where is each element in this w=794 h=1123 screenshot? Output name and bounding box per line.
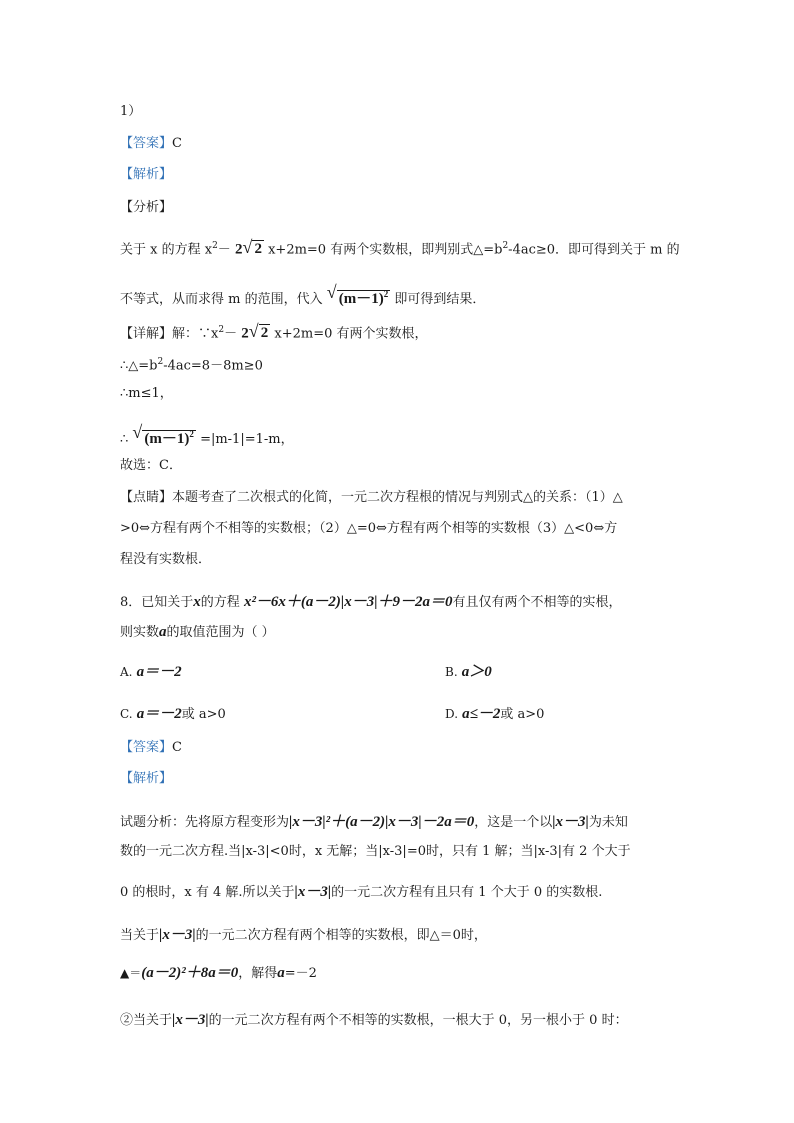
q8-analysis-p6: ②当关于|x－3|的一元二次方程有两个不相等的实数根，一根大于 0，另一根小于 0 时： [120, 1012, 628, 1028]
dianjing-line-2: >0⇔方程有两个不相等的实数根；（2）△=0⇔方程有两个相等的实数根（3）△<0⇔方 [120, 521, 618, 536]
answer-line-1 [120, 134, 182, 154]
sqrt-2: √ 2 [248, 321, 269, 342]
q8-analysis-p2: 数的一元二次方程.当|x-3|<0时，x 无解；当|x-3|=0时，只有 1 解；当|x-3|有 2 个大于 [120, 844, 631, 859]
q8-analysis-p3: 0 的根时，x 有 4 解.所以关于|x－3|的一元二次方程有且只有 1 个大于 0 的实数根. [120, 884, 603, 900]
q8-analysis-p5: ▲＝(a－2)²＋8a＝0，解得a=－2 [120, 965, 317, 981]
fenxi-tag: 【分析】 [120, 200, 173, 215]
answer-tag: 【答案】 [120, 136, 173, 151]
option-d[interactable]: D. a≤－2或 a>0 [445, 706, 545, 722]
step-1: $\therefore\triangle=b^2-4ac=8-8m\ge 0$ [120, 357, 263, 374]
option-c[interactable]: C. a＝－2或 a>0 [120, 706, 226, 722]
q8-equation: x²－6x＋(a－2)|x－3|＋9－2a＝0 [243, 594, 453, 610]
sqrt-2: √ 2 [242, 237, 262, 258]
analysis-tag: 【解析】 [120, 771, 173, 786]
xiangjie-line-1: 【详解】解：$\because x^2- 2$ √ 2 x+2m=0 有两个实数根， [120, 321, 428, 342]
sqrt-m-minus-1-squared: √ $(m-1)^2$ [132, 422, 194, 447]
q8-analysis-p1: 试题分析：先将原方程变形为|x－3|²＋(a－2)|x－3|－2a＝0，这是一个以|x－3|为未知 [120, 814, 628, 830]
choose-line: 故选：C． [120, 458, 182, 473]
dianjing-line-3: 程没有实数根． [120, 552, 212, 567]
q8-stem-line-2: 则实数a的取值范围为（ ） [120, 624, 275, 640]
q8-analysis-p4: 当关于|x－3|的一元二次方程有两个相等的实数根，即△＝0时， [120, 927, 487, 943]
answer-value: C [172, 740, 182, 755]
fenxi-line-2: 不等式，从而求得 m 的范围，代入 √ $(m-1)^2$ 即可得到结果． [120, 282, 486, 307]
fenxi-line-1: 关于 x 的方程 $x^2- 2$ √ 2 x+2m=0 有两个实数根，即判别式$\triangle=b^2-4ac\ge 0$．即可得到关于 m 的 [120, 237, 680, 258]
q8-stem-line-1: 8．已知关于x的方程 x²－6x＋(a－2)|x－3|＋9－2a＝0有且仅有两个不相等的实根， [120, 594, 622, 610]
dianjing-line-1: 【点睛】本题考查了二次根式的化简，一元二次方程根的情况与判别式△的关系：（1）△ [120, 490, 623, 505]
step-2: ∴m≤1， [120, 386, 173, 401]
answer-value: C [172, 136, 182, 151]
step-3: ∴ √ $(m-1)^2 =|m-1|=1-m$， [120, 422, 294, 447]
answer-line-2 [120, 738, 182, 758]
coef-2: 2 [234, 241, 243, 258]
sqrt-m-minus-1-squared: √ $(m-1)^2$ [326, 282, 389, 307]
item-number: 1） [120, 104, 142, 119]
option-a[interactable]: A. a＝－2 [120, 664, 182, 680]
answer-tag: 【答案】 [120, 740, 173, 755]
xiangjie-tag: 【详解】 [120, 326, 173, 342]
option-b[interactable]: B. a＞0 [445, 664, 492, 680]
analysis-tag: 【解析】 [120, 167, 173, 182]
dianjing-tag: 【点睛】 [120, 490, 173, 505]
